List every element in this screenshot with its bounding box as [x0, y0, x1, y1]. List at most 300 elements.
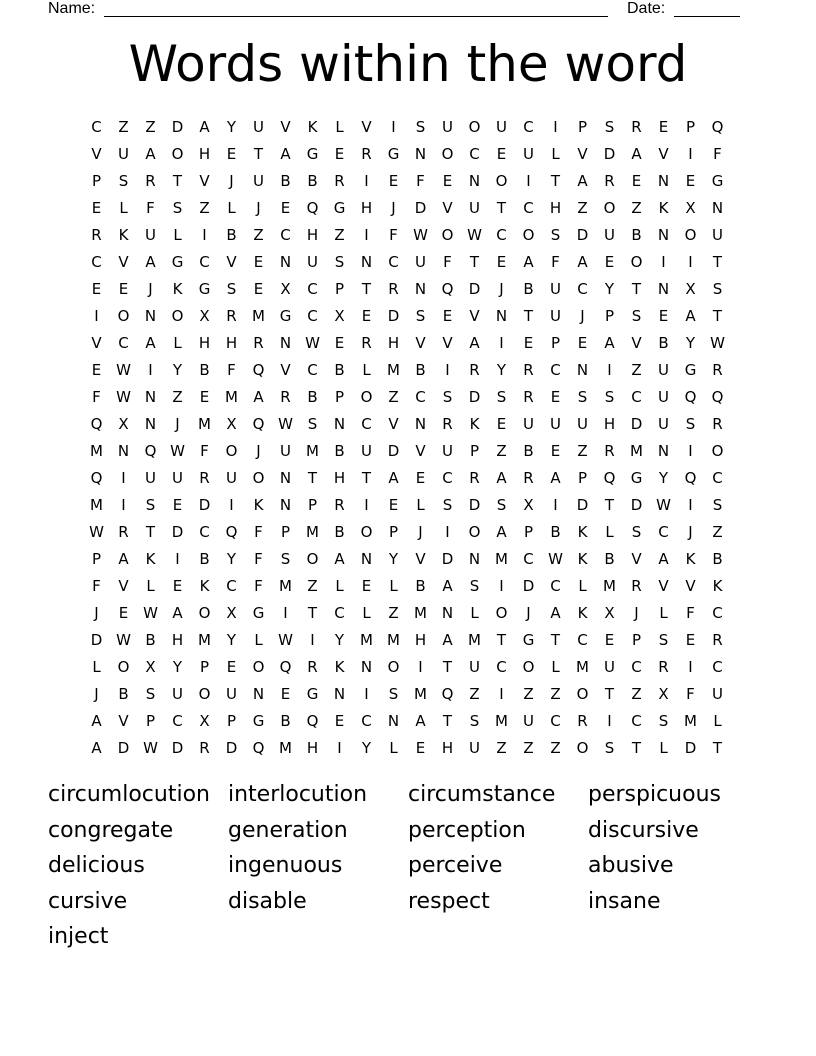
grid-letter: L [605, 523, 614, 541]
grid-letter: F [416, 172, 425, 190]
grid-letter: W [467, 226, 482, 244]
grid-letter: T [550, 631, 561, 649]
grid-letter: D [171, 739, 184, 757]
grid-letter: D [198, 496, 211, 514]
grid-letter: J [94, 685, 99, 703]
grid-letter: M [495, 550, 508, 568]
date-label: Date: [627, 0, 666, 17]
grid-letter: K [145, 550, 156, 568]
grid-letter: K [712, 577, 723, 595]
grid-letter: D [522, 577, 535, 595]
grid-letter: O [252, 658, 265, 676]
grid-letter: U [226, 685, 237, 703]
grid-letter: T [469, 253, 480, 271]
grid-letter: C [307, 361, 318, 379]
grid-letter: P [550, 334, 561, 352]
grid-letter: D [387, 442, 400, 460]
grid-letter: M [495, 712, 508, 730]
grid-letter: Q [441, 685, 454, 703]
grid-letter: I [202, 226, 207, 244]
grid-letter: V [280, 118, 291, 136]
grid-letter: S [631, 307, 642, 325]
grid-letter: A [415, 712, 426, 730]
word-bank-item: perspicuous [588, 782, 721, 807]
grid-letter: E [685, 631, 696, 649]
grid-letter: A [496, 469, 507, 487]
grid-letter: L [551, 658, 560, 676]
grid-letter: F [92, 577, 101, 595]
grid-letter: V [577, 145, 588, 163]
grid-row [83, 411, 731, 438]
grid-letter: R [334, 172, 345, 190]
grid-letter: M [306, 442, 319, 460]
grid-letter: E [226, 145, 237, 163]
grid-letter: F [146, 199, 155, 217]
grid-letter: V [631, 550, 642, 568]
grid-letter: I [445, 523, 450, 541]
grid-letter: C [118, 334, 129, 352]
grid-letter: N [360, 658, 373, 676]
grid-letter: W [413, 226, 428, 244]
grid-letter: V [91, 145, 102, 163]
grid-letter: P [604, 307, 615, 325]
grid-letter: H [306, 226, 319, 244]
grid-letter: L [173, 334, 182, 352]
grid-letter: C [631, 388, 642, 406]
grid-letter: R [577, 712, 588, 730]
grid-letter: Z [577, 442, 588, 460]
grid-letter: I [364, 226, 369, 244]
grid-letter: K [685, 550, 696, 568]
grid-letter: H [387, 334, 400, 352]
grid-letter: H [414, 631, 427, 649]
grid-letter: B [415, 577, 426, 595]
grid-letter: X [604, 604, 615, 622]
grid-letter: C [388, 253, 399, 271]
grid-row [83, 519, 731, 546]
grid-letter: L [416, 496, 425, 514]
grid-letter: M [387, 631, 400, 649]
grid-letter: Y [658, 469, 669, 487]
grid-letter: Y [226, 631, 237, 649]
grid-letter: W [710, 334, 725, 352]
grid-letter: Q [711, 118, 724, 136]
grid-letter: Z [496, 739, 507, 757]
grid-letter: T [523, 307, 534, 325]
grid-letter: A [145, 334, 156, 352]
grid-letter: S [550, 226, 561, 244]
grid-letter: O [468, 523, 481, 541]
grid-letter: B [523, 280, 534, 298]
grid-letter: U [523, 415, 534, 433]
grid-letter: Q [684, 388, 697, 406]
grid-letter: W [656, 496, 671, 514]
grid-letter: C [199, 523, 210, 541]
grid-letter: N [657, 280, 670, 298]
grid-letter: A [604, 334, 615, 352]
grid-row [83, 708, 731, 735]
grid-letter: E [226, 658, 237, 676]
grid-letter: Z [469, 685, 480, 703]
grid-letter: S [496, 388, 507, 406]
grid-row [83, 546, 731, 573]
grid-letter: V [685, 577, 696, 595]
grid-letter: Q [306, 199, 319, 217]
grid-letter: J [499, 280, 504, 298]
grid-letter: X [685, 199, 696, 217]
grid-letter: D [171, 523, 184, 541]
grid-letter: C [658, 523, 669, 541]
grid-letter: E [523, 334, 534, 352]
grid-letter: T [712, 739, 723, 757]
grid-letter: D [630, 415, 643, 433]
worksheet-header [48, 0, 740, 18]
grid-letter: R [91, 226, 102, 244]
grid-letter: R [253, 334, 264, 352]
grid-letter: E [604, 631, 615, 649]
word-bank-item: perceive [408, 853, 503, 879]
grid-letter: H [198, 334, 211, 352]
grid-letter: M [360, 631, 373, 649]
grid-letter: M [198, 631, 211, 649]
grid-letter: M [198, 415, 211, 433]
word-bank-item: ingenuous [228, 853, 343, 879]
grid-letter: X [226, 415, 237, 433]
grid-letter: C [577, 631, 588, 649]
grid-letter: E [550, 442, 561, 460]
grid-letter: Q [90, 415, 103, 433]
grid-letter: U [469, 739, 480, 757]
grid-letter: Q [90, 469, 103, 487]
grid-letter: Y [172, 658, 183, 676]
grid-letter: E [415, 469, 426, 487]
grid-letter: O [117, 307, 130, 325]
grid-letter: O [441, 226, 454, 244]
grid-letter: A [550, 604, 561, 622]
word-bank-item: inject [48, 924, 109, 950]
grid-letter: U [604, 226, 615, 244]
page-title: Words within the word [128, 35, 688, 93]
grid-letter: Q [603, 469, 616, 487]
grid-letter: I [121, 469, 126, 487]
grid-letter: S [712, 496, 723, 514]
grid-letter: O [522, 226, 535, 244]
grid-letter: G [333, 199, 346, 217]
grid-letter: I [661, 253, 666, 271]
grid-letter: Q [252, 361, 265, 379]
grid-letter: G [711, 172, 724, 190]
grid-letter: W [116, 361, 131, 379]
grid-letter: A [550, 469, 561, 487]
grid-letter: X [334, 307, 345, 325]
grid-letter: Z [388, 388, 399, 406]
grid-letter: Z [253, 226, 264, 244]
grid-letter: T [604, 496, 615, 514]
grid-letter: Q [441, 280, 454, 298]
grid-letter: A [199, 118, 210, 136]
grid-letter: T [631, 739, 642, 757]
grid-letter: O [360, 523, 373, 541]
name-blank-line [104, 16, 608, 17]
grid-letter: P [280, 523, 291, 541]
grid-letter: N [144, 415, 157, 433]
word-bank-item: generation [228, 817, 348, 843]
grid-letter: C [550, 361, 561, 379]
grid-letter: W [116, 631, 131, 649]
grid-letter: S [145, 496, 156, 514]
grid-letter: T [307, 604, 318, 622]
grid-letter: A [442, 577, 453, 595]
grid-letter: I [364, 172, 369, 190]
grid-letter: S [442, 496, 453, 514]
grid-letter: V [469, 307, 480, 325]
grid-letter: U [280, 442, 291, 460]
grid-letter: B [415, 361, 426, 379]
grid-letter: Z [550, 685, 561, 703]
grid-letter: S [145, 685, 156, 703]
grid-letter: Z [496, 442, 507, 460]
grid-letter: I [364, 496, 369, 514]
grid-letter: O [576, 685, 589, 703]
grid-letter: T [442, 712, 453, 730]
grid-letter: E [280, 685, 291, 703]
grid-letter: D [414, 199, 427, 217]
grid-letter: W [143, 604, 158, 622]
grid-letter: X [685, 280, 696, 298]
grid-letter: Y [361, 739, 372, 757]
grid-letter: R [199, 469, 210, 487]
grid-letter: U [550, 415, 561, 433]
grid-row [83, 681, 731, 708]
grid-letter: R [631, 577, 642, 595]
grid-letter: J [229, 172, 234, 190]
grid-letter: M [387, 361, 400, 379]
grid-letter: Z [523, 685, 534, 703]
grid-letter: N [414, 280, 427, 298]
grid-letter: E [577, 334, 588, 352]
grid-letter: R [199, 739, 210, 757]
grid-letter: R [442, 415, 453, 433]
grid-letter: O [711, 442, 724, 460]
grid-letter: A [118, 550, 129, 568]
grid-letter: Z [199, 199, 210, 217]
grid-letter: O [171, 307, 184, 325]
grid-letter: L [362, 361, 371, 379]
grid-letter: Z [172, 388, 183, 406]
grid-letter: B [118, 685, 129, 703]
grid-letter: S [415, 307, 426, 325]
grid-letter: Z [631, 685, 642, 703]
grid-letter: O [522, 658, 535, 676]
grid-letter: C [523, 550, 534, 568]
grid-letter: W [170, 442, 185, 460]
grid-letter: N [495, 307, 508, 325]
grid-letter: T [604, 685, 615, 703]
grid-letter: R [469, 469, 480, 487]
grid-letter: I [148, 361, 153, 379]
grid-letter: X [199, 307, 210, 325]
grid-letter: D [387, 307, 400, 325]
grid-letter: U [226, 469, 237, 487]
grid-letter: P [145, 712, 156, 730]
grid-letter: V [361, 118, 372, 136]
grid-row [83, 627, 731, 654]
grid-letter: Q [279, 658, 292, 676]
grid-letter: A [523, 253, 534, 271]
grid-letter: B [334, 523, 345, 541]
grid-letter: N [657, 226, 670, 244]
grid-letter: J [634, 604, 639, 622]
grid-letter: E [361, 577, 372, 595]
grid-letter: D [468, 388, 481, 406]
grid-letter: U [307, 253, 318, 271]
grid-letter: S [415, 118, 426, 136]
grid-letter: I [499, 577, 504, 595]
grid-letter: E [415, 739, 426, 757]
grid-letter: F [686, 685, 695, 703]
grid-letter: V [118, 712, 129, 730]
grid-letter: H [603, 415, 616, 433]
grid-letter: B [550, 523, 561, 541]
grid-letter: R [361, 145, 372, 163]
grid-letter: C [712, 658, 723, 676]
grid-letter: G [252, 712, 265, 730]
grid-letter: J [580, 307, 585, 325]
grid-letter: C [361, 712, 372, 730]
grid-letter: I [445, 361, 450, 379]
grid-letter: P [577, 469, 588, 487]
grid-letter: T [172, 172, 183, 190]
grid-letter: S [226, 280, 237, 298]
grid-letter: O [468, 118, 481, 136]
grid-letter: I [607, 712, 612, 730]
grid-letter: N [279, 334, 292, 352]
grid-letter: L [389, 739, 398, 757]
grid-letter: M [279, 739, 292, 757]
grid-letter: Q [306, 712, 319, 730]
grid-letter: Q [684, 469, 697, 487]
grid-letter: U [172, 469, 183, 487]
grid-letter: K [334, 658, 345, 676]
grid-letter: C [469, 145, 480, 163]
grid-letter: L [335, 118, 344, 136]
grid-letter: B [658, 334, 669, 352]
grid-letter: F [551, 253, 560, 271]
grid-letter: A [658, 550, 669, 568]
grid-letter: N [279, 253, 292, 271]
grid-letter: D [171, 118, 184, 136]
grid-letter: G [522, 631, 535, 649]
grid-letter: A [469, 334, 480, 352]
grid-letter: R [118, 523, 129, 541]
grid-letter: E [604, 253, 615, 271]
grid-letter: A [280, 145, 291, 163]
grid-letter: H [333, 469, 346, 487]
grid-letter: L [92, 658, 101, 676]
grid-letter: E [388, 496, 399, 514]
grid-letter: H [198, 145, 211, 163]
grid-letter: U [253, 118, 264, 136]
grid-letter: C [523, 118, 534, 136]
grid-letter: N [414, 415, 427, 433]
grid-letter: L [362, 604, 371, 622]
grid-letter: K [658, 199, 669, 217]
grid-letter: J [148, 280, 153, 298]
grid-letter: P [685, 118, 696, 136]
grid-letter: P [199, 658, 210, 676]
word-bank-item: insane [588, 888, 661, 914]
grid-letter: O [495, 604, 508, 622]
grid-letter: B [604, 550, 615, 568]
grid-letter: I [688, 442, 693, 460]
grid-letter: S [469, 712, 480, 730]
grid-letter: L [551, 145, 560, 163]
grid-letter: V [226, 253, 237, 271]
grid-row [83, 654, 731, 681]
grid-letter: F [254, 550, 263, 568]
grid-letter: M [306, 523, 319, 541]
grid-letter: E [685, 172, 696, 190]
grid-letter: K [172, 280, 183, 298]
grid-letter: X [280, 280, 291, 298]
grid-letter: N [279, 469, 292, 487]
grid-letter: V [631, 334, 642, 352]
grid-letter: A [388, 469, 399, 487]
grid-letter: V [415, 334, 426, 352]
grid-letter: F [443, 253, 452, 271]
grid-letter: G [630, 469, 643, 487]
grid-letter: A [685, 307, 696, 325]
grid-letter: P [91, 550, 102, 568]
grid-letter: V [415, 442, 426, 460]
grid-letter: T [712, 253, 723, 271]
grid-letter: G [387, 145, 400, 163]
grid-letter: B [523, 442, 534, 460]
grid-letter: S [307, 415, 318, 433]
grid-letter: E [658, 118, 669, 136]
grid-letter: T [145, 523, 156, 541]
grid-letter: M [279, 577, 292, 595]
grid-row [83, 735, 731, 762]
grid-letter: T [442, 658, 453, 676]
grid-letter: M [603, 577, 616, 595]
grid-letter: J [526, 604, 531, 622]
grid-letter: M [630, 442, 643, 460]
grid-letter: I [310, 631, 315, 649]
word-bank-item: circumstance [408, 782, 556, 807]
grid-letter: R [631, 118, 642, 136]
grid-letter: N [441, 604, 454, 622]
grid-letter: E [91, 199, 102, 217]
grid-letter: F [686, 604, 695, 622]
grid-letter: C [631, 712, 642, 730]
grid-letter: X [658, 685, 669, 703]
grid-letter: S [118, 172, 129, 190]
grid-letter: L [470, 604, 479, 622]
grid-letter: F [389, 226, 398, 244]
grid-letter: S [658, 712, 669, 730]
grid-letter: R [712, 631, 723, 649]
grid-letter: F [200, 442, 209, 460]
grid-letter: C [523, 199, 534, 217]
grid-letter: I [688, 658, 693, 676]
grid-row [83, 573, 731, 600]
grid-letter: A [334, 550, 345, 568]
grid-letter: O [441, 145, 454, 163]
grid-letter: C [550, 577, 561, 595]
grid-row [83, 141, 731, 168]
grid-letter: Q [711, 388, 724, 406]
